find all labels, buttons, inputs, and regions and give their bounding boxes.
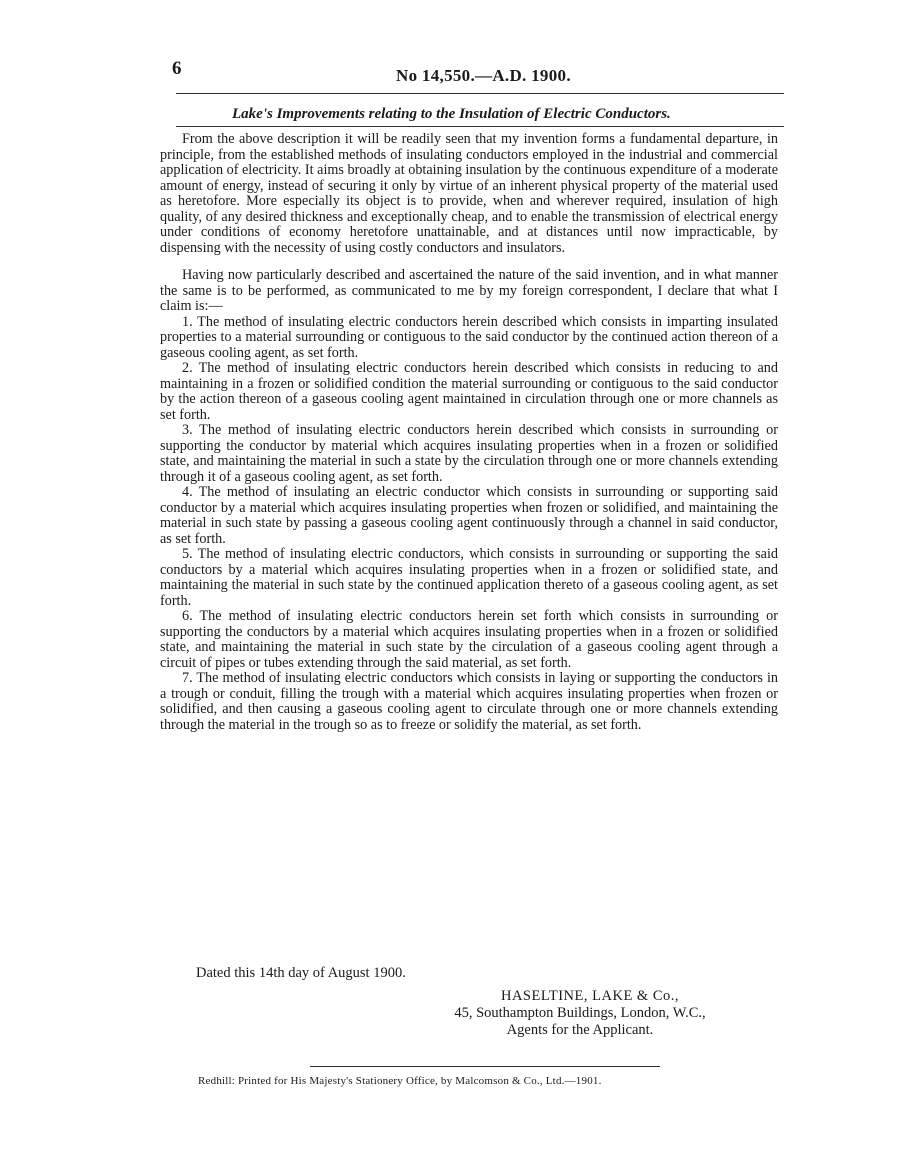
running-title-rule bbox=[176, 126, 784, 127]
footer-rule bbox=[310, 1066, 660, 1067]
agent-role: Agents for the Applicant. bbox=[506, 1022, 654, 1038]
page-number: 6 bbox=[172, 58, 182, 79]
date-line: Dated this 14th day of August 1900. bbox=[196, 965, 406, 981]
claim-2: 2. The method of insulating electric conductors herein described which consists in reducing to and maintaining in a frozen or solidified condition the material surrounding or contiguous to the said conductor by the action thereon of a gaseous cooling agent maintained in circulation through one or more channels as set forth. bbox=[160, 360, 778, 423]
agent-address: 45, Southampton Buildings, London, W.C., bbox=[454, 1005, 706, 1021]
document-body bbox=[160, 132, 778, 733]
running-title: Lake's Improvements relating to the Insulation of Electric Conductors. bbox=[232, 106, 671, 122]
claim-5: 5. The method of insulating electric conductors, which consists in surrounding or supporting the said conductors by a material which acquires insulating properties when in a frozen or solidified state, and maintaining the material in such state by the continued application thereto of a gaseous cooling agent, as set forth. bbox=[160, 546, 778, 609]
header-rule bbox=[176, 93, 784, 94]
claim-intro-paragraph: Having now particularly described and ascertained the nature of the said invention, and in what manner the same is to be performed, as communicated to me by my foreign correspondent, I declare that what I claim is:— bbox=[160, 267, 778, 314]
claim-4: 4. The method of insulating an electric conductor which consists in surrounding or supporting said conductor by a material which acquires insulating properties when frozen or solidified, and maintaining the material in such state by passing a gaseous cooling agent continuously through a channel in said conductor, as set forth. bbox=[160, 484, 778, 547]
agent-name: HASELTINE, LAKE & Co., bbox=[500, 988, 679, 1004]
claim-6: 6. The method of insulating electric conductors herein set forth which consists in surrounding or supporting the conductors by a material which acquires insulating properties when in a frozen or solidified state, and maintaining the material in such state by the circulation of a gaseous cooling agent through a circuit of pipes or tubes extending through the said material, as set forth. bbox=[160, 608, 778, 671]
description-paragraph: From the above description it will be readily seen that my invention forms a fundamental departure, in principle, from the established methods of insulating conductors employed in the industrial and commercial application of electricity. It aims broadly at obtaining insulation by the continuous expenditure of a moderate amount of energy, instead of securing it only by virtue of an inherent physical property of the material used as heretofore. More especially its object is to provide, when and wherever required, insulation of high quality, of any desired thickness and exceptionally cheap, and to enable the transmission of electrical energy under conditions of economy heretofore unattainable, and at distances until now impracticable, by dispensing with the necessity of using costly conductors and insulators. bbox=[160, 131, 778, 256]
printer-imprint: Redhill: Printed for His Majesty's Stationery Office, by Malcomson & Co., Ltd.—1901. bbox=[198, 1075, 602, 1087]
signature-block bbox=[390, 988, 770, 1039]
claim-3: 3. The method of insulating electric conductors herein described which consists in surrounding or supporting the conductor by material which acquires insulating properties when in a frozen or solidified state, and maintaining the material in such a state by the circulation through one or more channels extending through it of a gaseous cooling agent, as set forth. bbox=[160, 422, 778, 485]
claim-7: 7. The method of insulating electric conductors which consists in laying or supporting the conductors in a trough or conduit, filling the trough with a material which acquires insulating properties when frozen or solidified, and then causing a gaseous cooling agent to circulate through one or more channels extending through the material in the trough so as to freeze or solidify the material, as set forth. bbox=[160, 670, 778, 733]
patent-number: No 14,550.—A.D. 1900. bbox=[396, 66, 571, 85]
claim-1: 1. The method of insulating electric conductors herein described which consists in imparting insulated properties to a material surrounding or contiguous to the said conductor by the continued action thereon of a gaseous cooling agent, as set forth. bbox=[160, 313, 778, 361]
